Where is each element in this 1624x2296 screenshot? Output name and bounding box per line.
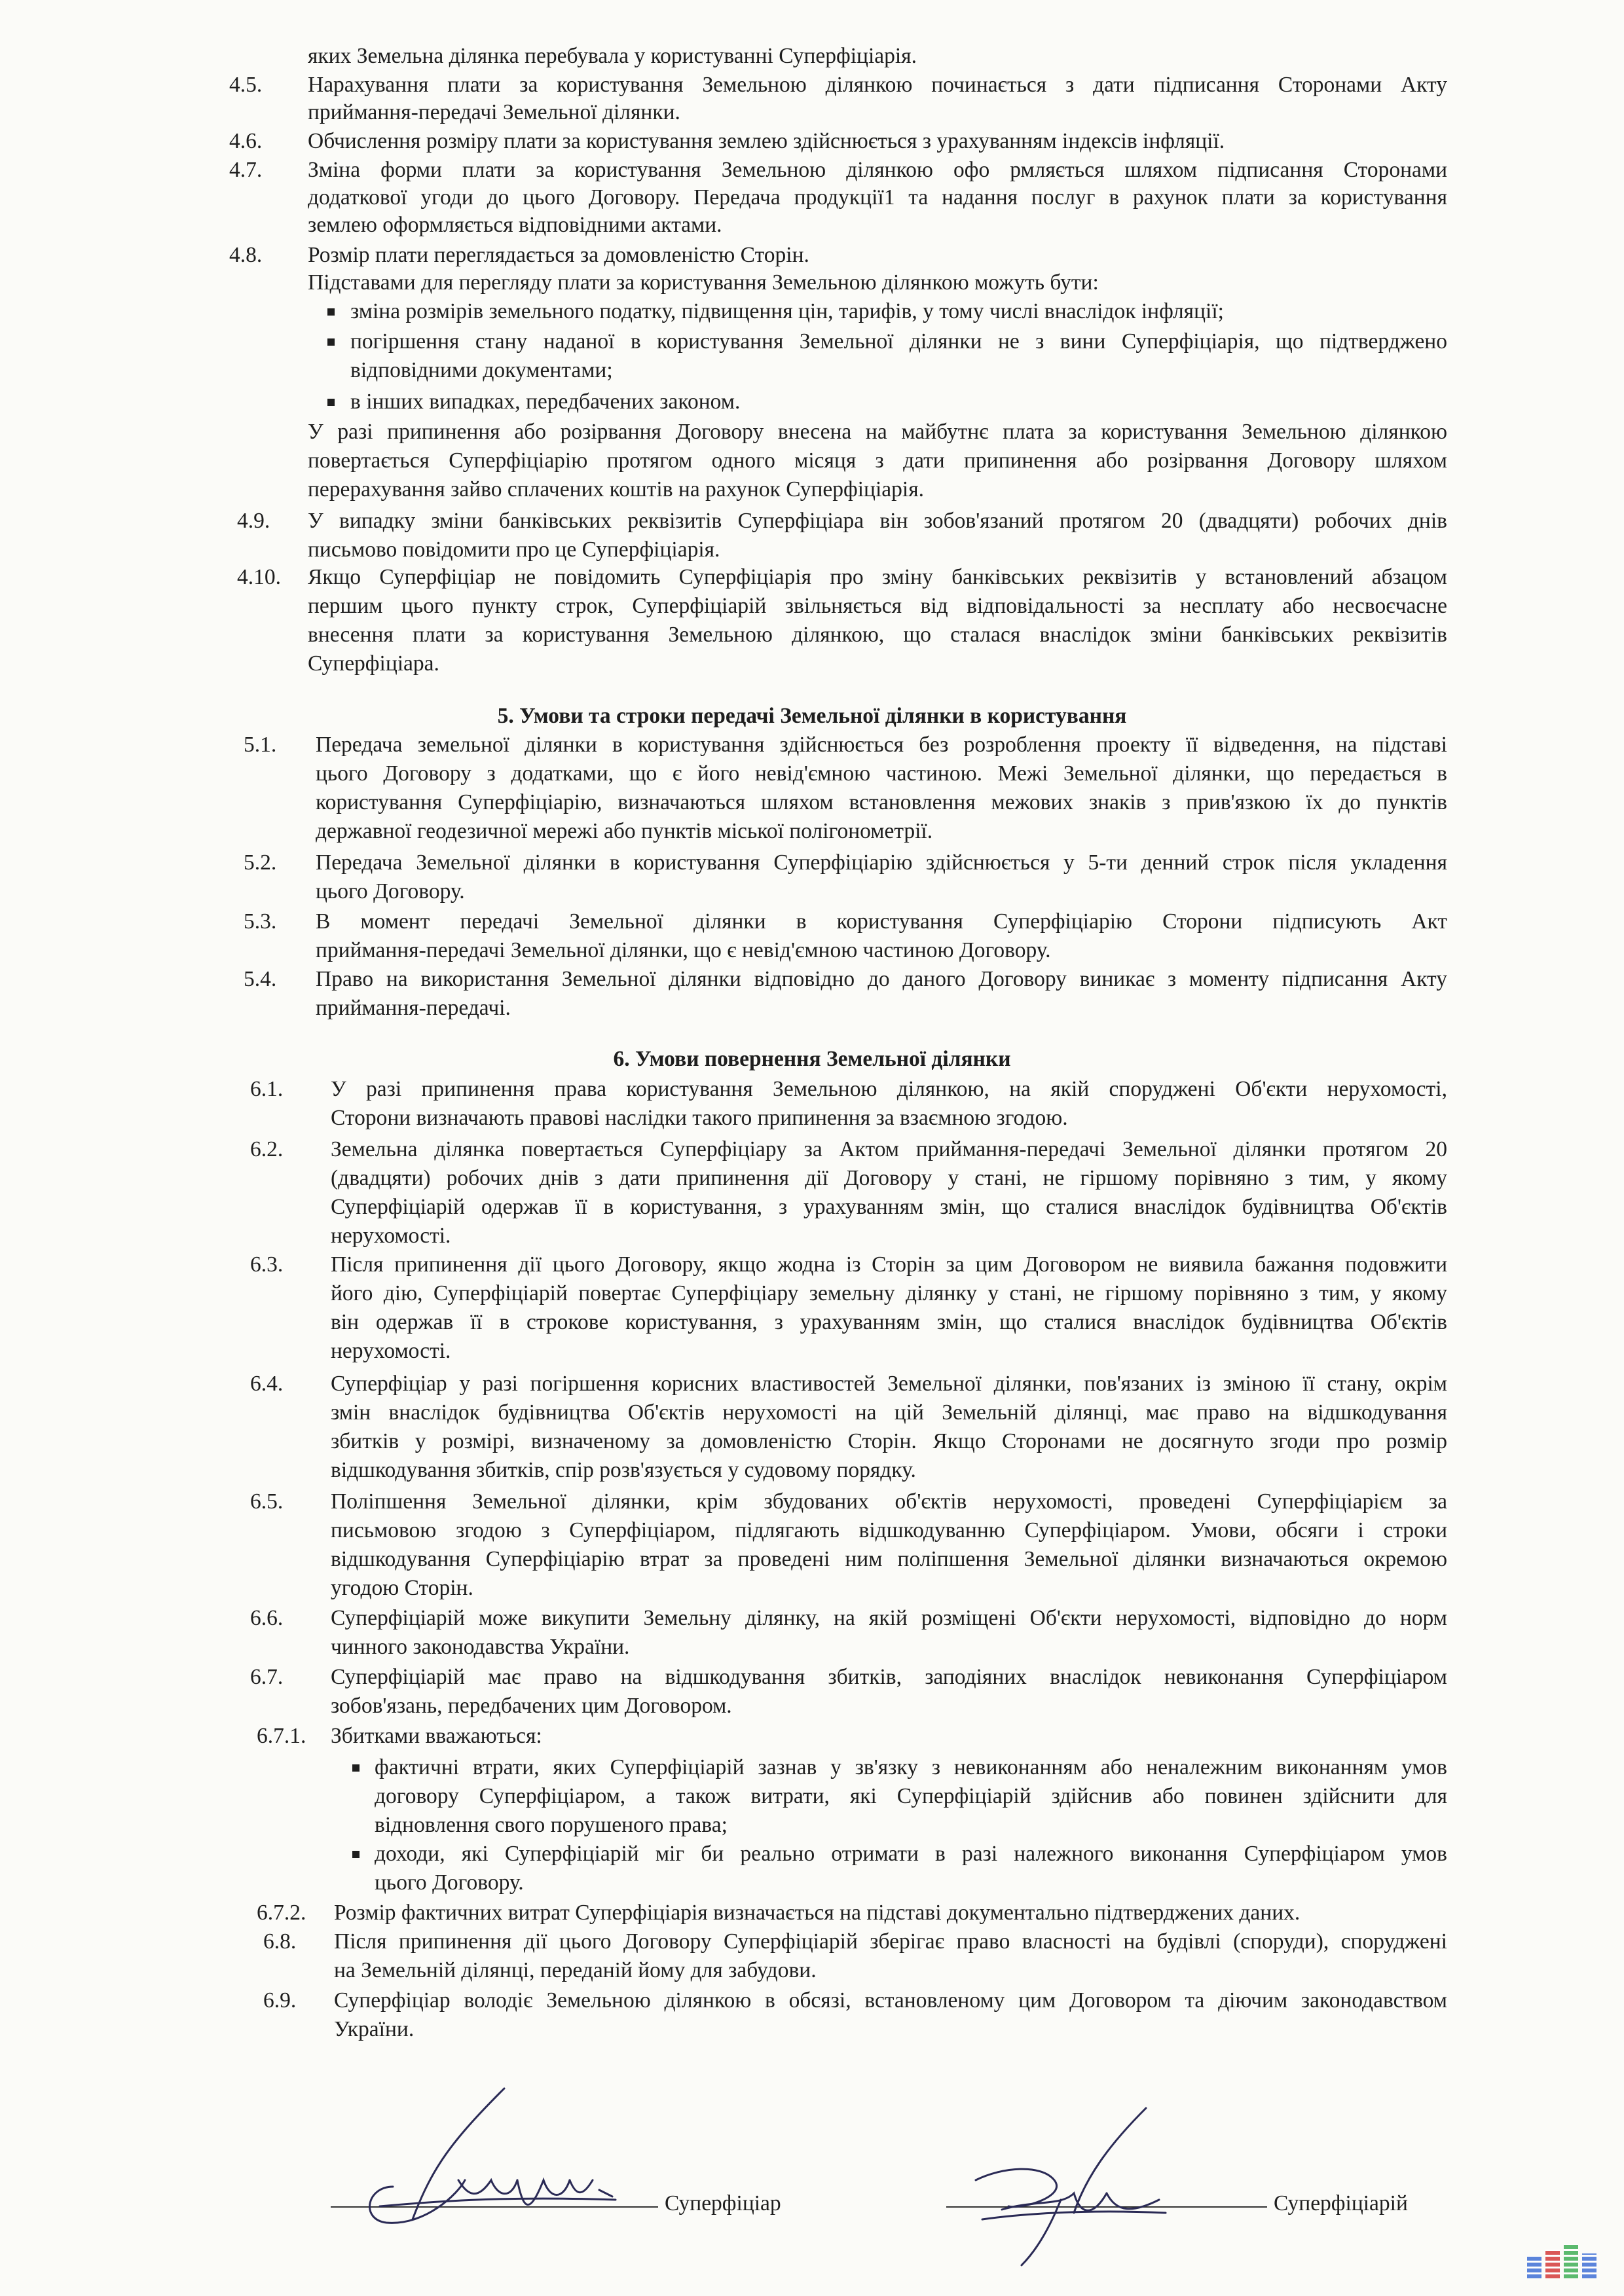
signature-label-right: Суперфіціарій xyxy=(1274,2191,1408,2215)
refund-paragraph-text: перерахування зайво сплачених коштів на рахунок Суперфіціарія. xyxy=(308,477,924,501)
clause-6-4-number: 6.4. xyxy=(250,1372,284,1396)
clause-5-1-text: державної геодезичної мережі або пунктів міської полігонометрії. xyxy=(316,819,933,843)
clause-4-5-text: приймання-передачі Земельної ділянки. xyxy=(308,100,680,124)
bullet-6-7-1-1-text: фактичні втрати, яких Суперфіціарій зазнав у зв'язку з невиконанням або неналежним виконанням умов xyxy=(375,1755,1447,1779)
signature-left xyxy=(354,2082,629,2232)
bullet-4-8-3-text: в інших випадках, передбачених законом. xyxy=(350,390,741,414)
clause-6-7-text: зобов'язань, передбачених цим Договором. xyxy=(331,1694,732,1718)
section-5-heading: 5. Умови та строки передачі Земельної ділянки в користування xyxy=(497,704,1127,728)
clause-6-7-1-number: 6.7.1. xyxy=(257,1724,306,1748)
clause-5-4-text: Право на використання Земельної ділянки відповідно до даного Договору виникає з моменту підписання Акту xyxy=(316,967,1447,991)
bullet-4-8-3-marker xyxy=(327,399,335,406)
bullet-4-8-2-text: відповідними документами; xyxy=(350,358,613,382)
clause-4-10-text: Суперфіціара. xyxy=(308,651,439,676)
section-6-heading: 6. Умови повернення Земельної ділянки xyxy=(613,1047,1011,1071)
clause-6-7-text: Суперфіціарій має право на відшкодування збитків, заподіяних внаслідок невиконання Суперфіціаром xyxy=(331,1665,1447,1689)
continuation-text: яких Земельна ділянка перебувала у користуванні Суперфіціарія. xyxy=(308,44,917,68)
clause-6-2-text: нерухомості. xyxy=(331,1224,451,1248)
clause-6-1-text: У разі припинення права користування Земельною ділянкою, на якій споруджені Об'єкти нерухомості, xyxy=(331,1077,1447,1101)
clause-5-1-text: користування Суперфіціарію, визначаються шляхом встановлення межових знаків з прив'язкою їх до пунктів xyxy=(316,790,1447,814)
clause-5-3-number: 5.3. xyxy=(244,909,277,934)
clause-6-6-text: чинного законодавства України. xyxy=(331,1635,630,1659)
clause-5-4-text: приймання-передачі. xyxy=(316,996,511,1020)
clause-6-9-text: України. xyxy=(334,2017,415,2041)
corner-logo-bar xyxy=(1527,2256,1541,2278)
clause-4-8-number: 4.8. xyxy=(229,243,263,267)
clause-6-9-text: Суперфіціар володіє Земельною ділянкою в обсязі, встановленому цим Договором та діючим законодавством xyxy=(334,1988,1447,2013)
clause-5-2-number: 5.2. xyxy=(244,850,277,875)
clause-6-8-text: на Земельній ділянці, переданій йому для забудови. xyxy=(334,1958,817,1982)
clause-4-10-text: Якщо Суперфіціар не повідомить Суперфіціарія про зміну банківських реквізитів у встановлений абзацом xyxy=(308,565,1447,589)
clause-4-8-text: Підставами для перегляду плати за користування Земельною ділянкою можуть бути: xyxy=(308,270,1099,295)
bullet-4-8-2-marker xyxy=(327,338,335,346)
clause-6-2-number: 6.2. xyxy=(250,1137,284,1161)
bullet-4-8-1-marker xyxy=(327,308,335,316)
corner-logo-bar xyxy=(1545,2250,1560,2278)
clause-4-10-number: 4.10. xyxy=(237,565,281,589)
clause-6-2-text: Суперфіціарій одержав її в користування, з урахуванням змін, що сталися внаслідок будівництва Об'єктів xyxy=(331,1195,1447,1219)
clause-6-3-text: його дію, Суперфіціарій повертає Суперфіціару земельну ділянку у стані, не гіршому порівняно з тим, у якому xyxy=(331,1281,1447,1305)
clause-5-2-text: цього Договору. xyxy=(316,879,465,903)
bullet-6-7-1-2-text: доходи, які Суперфіціарій міг би реально отримати в разі належного виконання Суперфіціаром умов xyxy=(375,1842,1447,1866)
clause-6-5-text: угодою Сторін. xyxy=(331,1576,473,1600)
clause-6-5-number: 6.5. xyxy=(250,1489,284,1514)
clause-6-3-text: нерухомості. xyxy=(331,1339,451,1363)
bullet-6-7-1-1-text: договору Суперфіціаром, а також витрати, які Суперфіціарій здійснив або повинен здійснити для xyxy=(375,1784,1447,1808)
clause-6-5-text: письмовою згодою з Суперфіціаром, підлягають відшкодуванню Суперфіціаром. Умови, обсяги і строки xyxy=(331,1518,1447,1542)
clause-6-8-text: Після припинення дії цього Договору Суперфіціарій зберігає право власності на будівлі (споруди), споруджені xyxy=(334,1929,1447,1954)
clause-5-1-text: Передача земельної ділянки в користування здійснюється без розроблення проекту її відведення, на підставі xyxy=(316,733,1447,757)
bullet-6-7-1-1-text: відновлення свого порушеного права; xyxy=(375,1813,728,1837)
clause-6-4-text: змін внаслідок будівництва Об'єктів нерухомості на цій Земельній ділянці, має право на відшкодування xyxy=(331,1400,1447,1425)
corner-logo-icon xyxy=(1527,2244,1599,2284)
bullet-6-7-1-2-text: цього Договору. xyxy=(375,1870,524,1895)
clause-5-4-number: 5.4. xyxy=(244,967,277,991)
clause-6-6-text: Суперфіціарій може викупити Земельну ділянку, на якій розміщені Об'єкти нерухомості, відповідно до норм xyxy=(331,1606,1447,1630)
clause-4-7-text: Зміна форми плати за користування Земельною ділянкою офо рмляється шляхом підписання Сторонами xyxy=(308,158,1447,182)
clause-6-4-text: збитків у розмірі, визначеному за домовленістю Сторін. Якщо Сторонами не досягнуто згоди про розмір xyxy=(331,1429,1447,1453)
clause-4-9-text: письмово повідомити про це Суперфіціарія. xyxy=(308,538,720,562)
clause-4-10-text: внесення плати за користування Земельною ділянкою, що сталася внаслідок зміни банківських реквізитів xyxy=(308,623,1447,647)
clause-6-1-number: 6.1. xyxy=(250,1077,284,1101)
refund-paragraph-text: повертається Суперфіціарію протягом одного місяця з дати припинення або розірвання Договору шляхом xyxy=(308,448,1447,473)
clause-6-5-text: Поліпшення Земельної ділянки, крім збудованих об'єктів нерухомості, проведені Суперфіціарієм за xyxy=(331,1489,1447,1514)
clause-6-7-number: 6.7. xyxy=(250,1665,284,1689)
signature-label-left: Суперфіціар xyxy=(665,2191,781,2215)
signature-right xyxy=(963,2102,1179,2278)
clause-6-5-text: відшкодування Суперфіціарію втрат за проведені ним поліпшення Земельної ділянки визначаються окремою xyxy=(331,1547,1447,1571)
clause-4-9-number: 4.9. xyxy=(237,509,270,533)
clause-6-1-text: Сторони визначають правові наслідки такого припинення за взаємною згодою. xyxy=(331,1106,1068,1130)
clause-4-5-text: Нарахування плати за користування Земельною ділянкою починається з дати підписання Сторонами Акту xyxy=(308,73,1447,97)
clause-4-5-number: 4.5. xyxy=(229,73,263,97)
clause-6-2-text: (двадцяти) робочих днів з дати припинення дії Договору у стані, не гіршому порівняно з тим, у якому xyxy=(331,1166,1447,1190)
clause-4-7-text: землею оформляється відповідними актами. xyxy=(308,213,722,237)
clause-4-7-number: 4.7. xyxy=(229,158,263,182)
clause-6-3-text: Після припинення дії цього Договору, якщо жодна із Сторін за цим Договором не виявила бажання подовжити xyxy=(331,1252,1447,1277)
refund-paragraph-text: У разі припинення або розірвання Договору внесена на майбутнє плата за користування Земельною ділянкою xyxy=(308,420,1447,444)
clause-6-7-2-number: 6.7.2. xyxy=(257,1901,306,1925)
clause-4-6-number: 4.6. xyxy=(229,129,263,153)
clause-4-8-text: Розмір плати переглядається за домовленістю Сторін. xyxy=(308,243,809,267)
clause-4-7-text: додаткової угоди до цього Договору. Передача продукції1 та надання послуг в рахунок плати за користування xyxy=(308,185,1447,210)
corner-logo-bar xyxy=(1582,2253,1596,2278)
corner-logo-bar xyxy=(1564,2244,1578,2278)
bullet-6-7-1-1-marker xyxy=(352,1764,360,1772)
clause-6-7-1-text: Збитками вважаються: xyxy=(331,1724,542,1748)
bullet-4-8-2-text: погіршення стану наданої в користування Земельної ділянки не з вини Суперфіціарія, що підтверджено xyxy=(350,329,1447,354)
bullet-4-8-1-text: зміна розмірів земельного податку, підвищення цін, тарифів, у тому числі внаслідок інфляції; xyxy=(350,299,1224,323)
clause-5-2-text: Передача Земельної ділянки в користування Суперфіціарію здійснюється у 5-ти денний строк після укладення xyxy=(316,850,1447,875)
clause-4-6-text: Обчислення розміру плати за користування землею здійснюється з урахуванням індексів інфляції. xyxy=(308,129,1225,153)
clause-6-2-text: Земельна ділянка повертається Суперфіціару за Актом приймання-передачі Земельної ділянки протягом 20 xyxy=(331,1137,1447,1161)
clause-6-4-text: відшкодування збитків, спір розв'язується у судовому порядку. xyxy=(331,1458,916,1482)
clause-5-1-number: 5.1. xyxy=(244,733,277,757)
clause-6-7-2-text: Розмір фактичних витрат Суперфіціарія визначається на підставі документально підтверджених даних. xyxy=(334,1901,1301,1925)
clause-6-9-number: 6.9. xyxy=(263,1988,297,2013)
bullet-6-7-1-2-marker xyxy=(352,1851,360,1858)
clause-5-3-text: приймання-передачі Земельної ділянки, що є невід'ємною частиною Договору. xyxy=(316,938,1051,962)
clause-5-3-text: В момент передачі Земельної ділянки в користування Суперфіціарію Сторони підписують Акт xyxy=(316,909,1447,934)
clause-6-3-text: він одержав її в строкове користування, з урахуванням змін, що сталися внаслідок будівництва Об'єктів xyxy=(331,1310,1447,1334)
clause-4-9-text: У випадку зміни банківських реквізитів Суперфіціара він зобов'язаний протягом 20 (двадцяти) робочих днів xyxy=(308,509,1447,533)
clause-6-6-number: 6.6. xyxy=(250,1606,284,1630)
clause-5-1-text: цього Договору з додатками, що є його невід'ємною частиною. Межі Земельної ділянки, що передається в xyxy=(316,761,1447,786)
clause-6-3-number: 6.3. xyxy=(250,1252,284,1277)
clause-6-4-text: Суперфіціар у разі погіршення корисних властивостей Земельної ділянки, пов'язаних із зміною її стану, окрім xyxy=(331,1372,1447,1396)
clause-6-8-number: 6.8. xyxy=(263,1929,297,1954)
clause-4-10-text: першим цього пункту строк, Суперфіціарій звільняється від відповідальності за несплату або несвоєчасне xyxy=(308,594,1447,618)
